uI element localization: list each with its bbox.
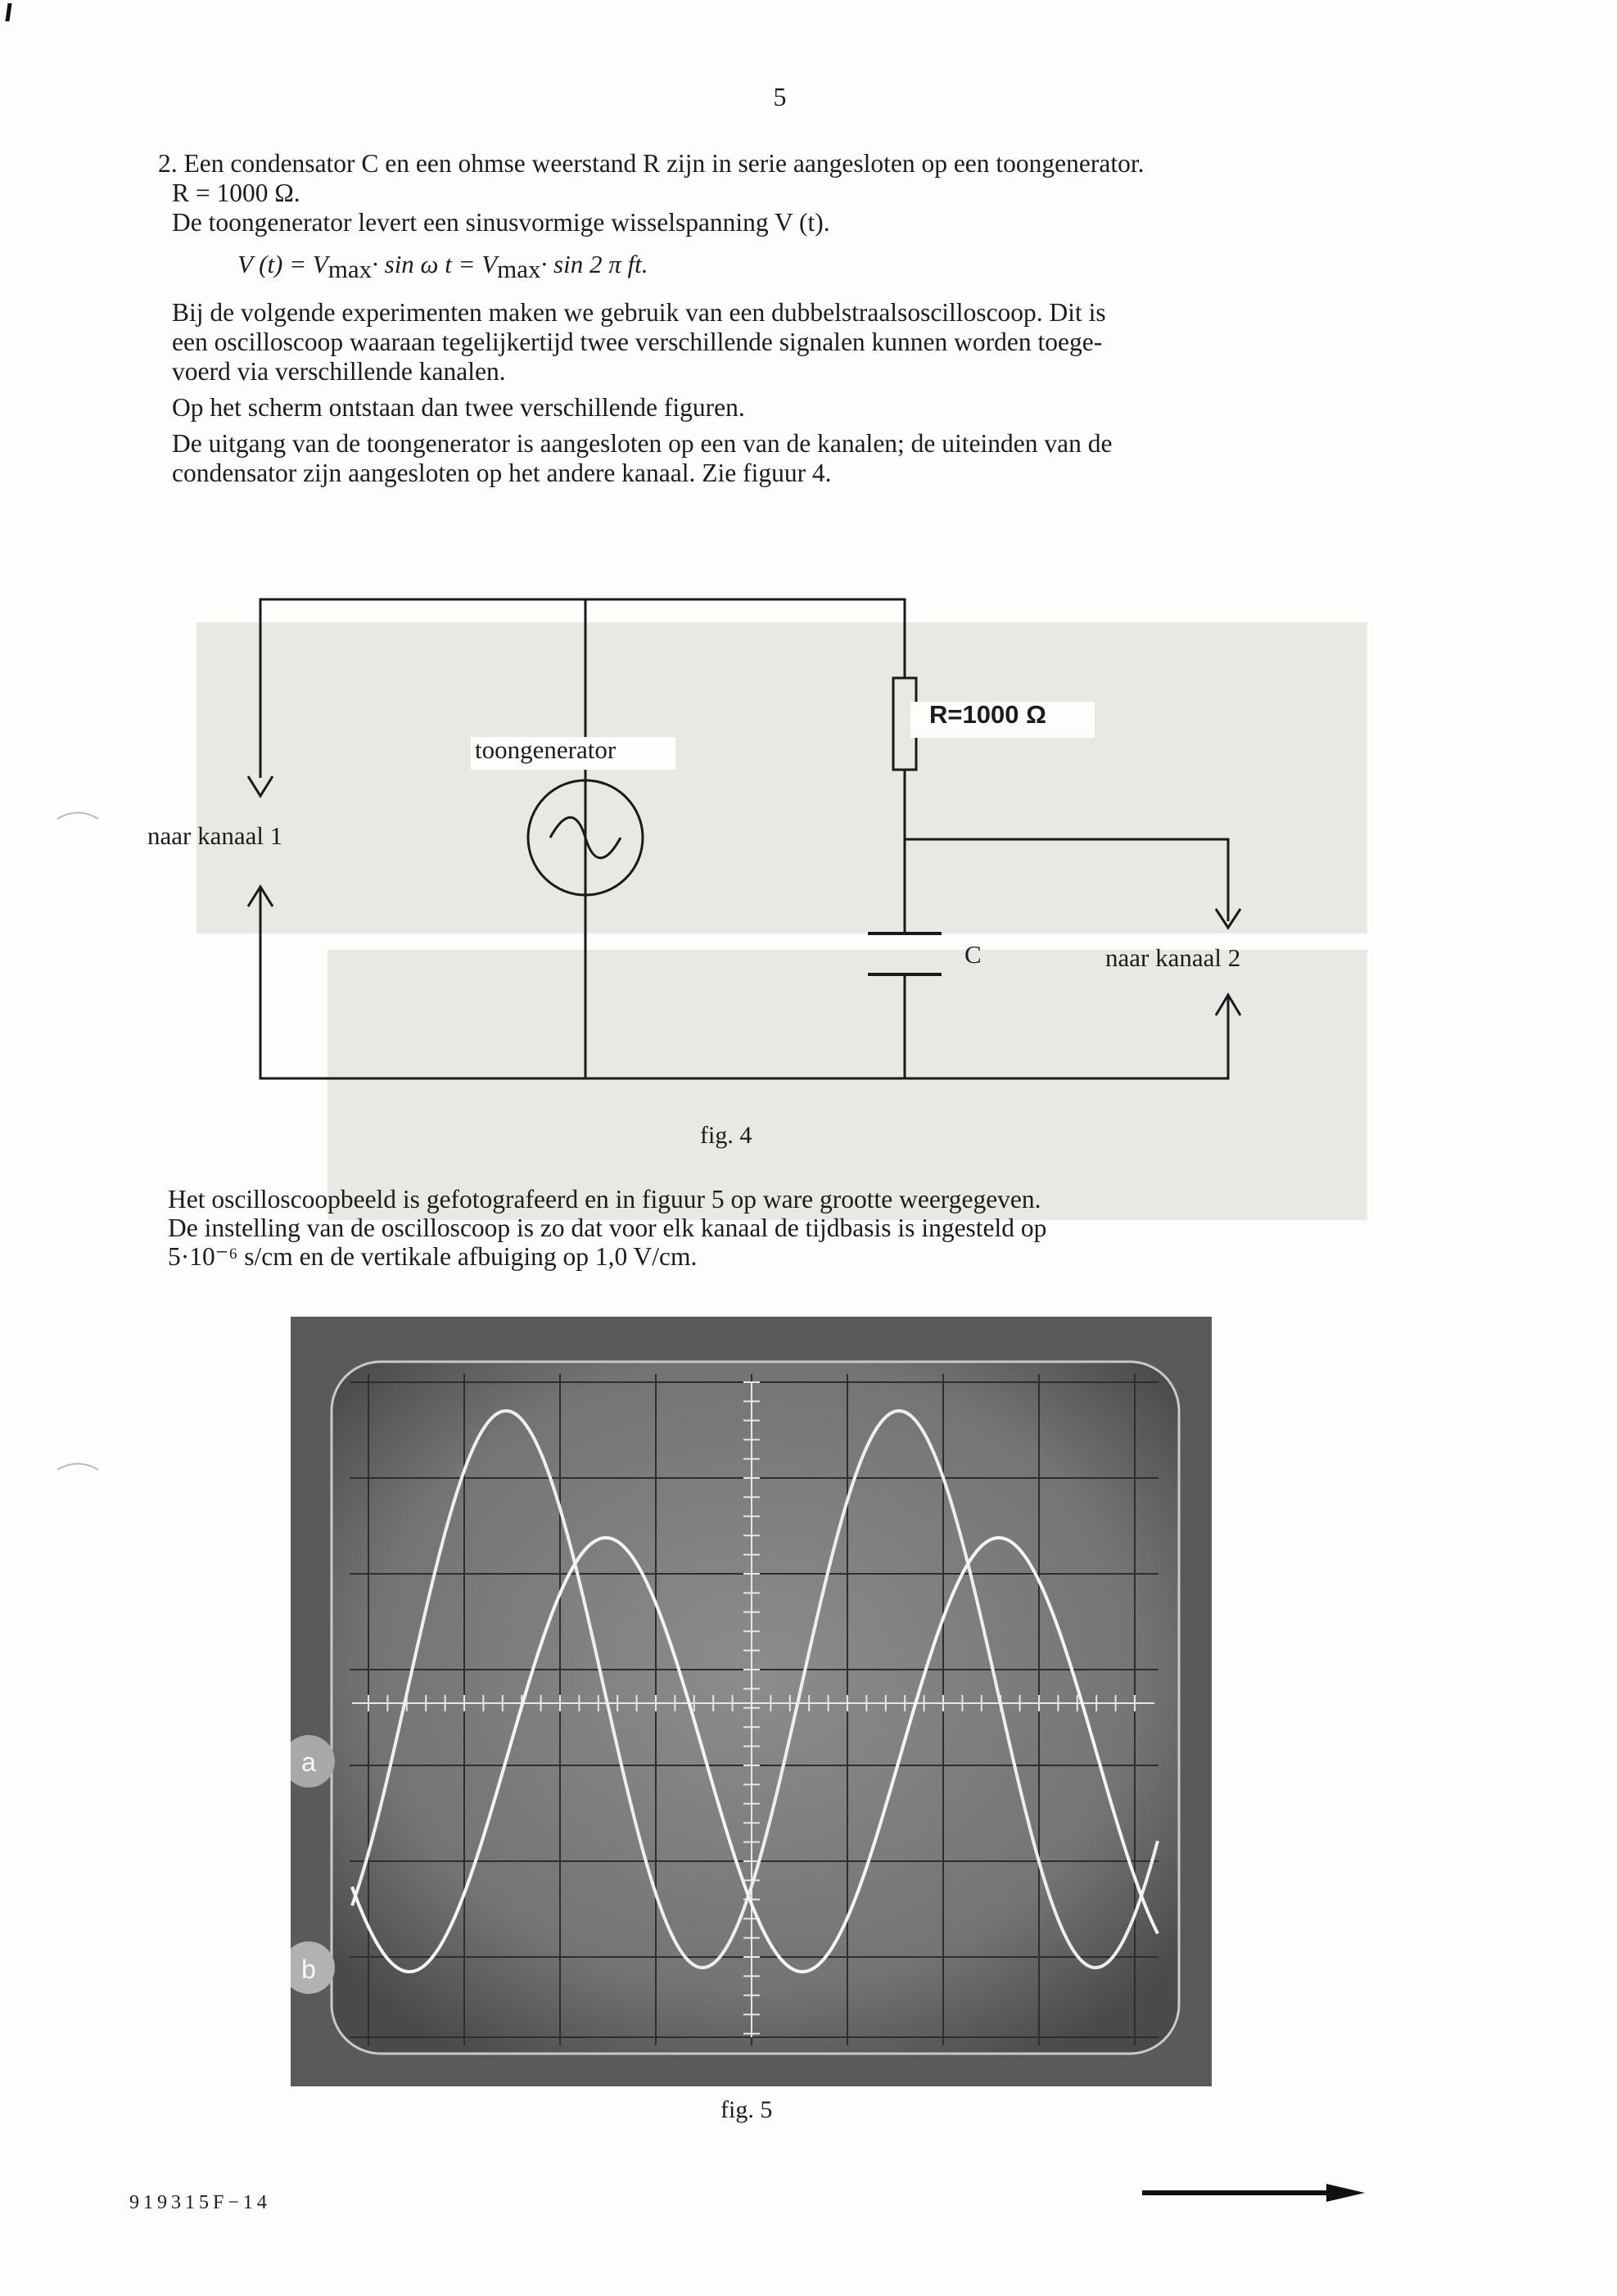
resistance-value: R = 1000 Ω. [172, 179, 300, 207]
formula-rhs: · sin 2 π ft. [540, 250, 648, 278]
trace-a-label: a [301, 1747, 316, 1777]
channel-2-label: naar kanaal 2 [1105, 943, 1241, 972]
scope-line-2: De instelling van de oscilloscoop is zo dat voor elk kanaal de tijdbasis is ingesteld op [168, 1214, 1047, 1242]
paragraph-line-1: Bij de volgende experimenten maken we gebruik van een dubbelstraalsoscilloscoop. Dit is [172, 298, 1106, 327]
page-number: 5 [773, 82, 787, 111]
document-code: 919315F−14 [129, 2192, 271, 2213]
paragraph-line-5: De uitgang van de toongenerator is aangesloten op een van de kanalen; de uiteinden van de [172, 429, 1113, 458]
figure-4-caption: fig. 4 [700, 1122, 752, 1149]
formula-mid: · sin ω t = V [372, 250, 498, 278]
scope-line-1: Het oscilloscoopbeeld is gefotografeerd en in figuur 5 op ware grootte weergegeven. [168, 1185, 1041, 1214]
formula-sub-1: max [327, 255, 373, 283]
paragraph-line-6: condensator zijn aangesloten op het andere kanaal. Zie figuur 4. [172, 459, 832, 487]
paragraph-line-4: Op het scherm ontstaan dan twee verschillende figuren. [172, 393, 745, 422]
channel-1-label: naar kanaal 1 [147, 821, 283, 850]
scope-line-3: 5·10⁻⁶ s/cm en de vertikale afbuiging op 1,0 V/cm. [168, 1242, 698, 1271]
formula-sub-2: max [497, 255, 541, 283]
figure-5-caption: fig. 5 [720, 2096, 773, 2123]
paragraph-line-3: voerd via verschillende kanalen. [172, 357, 506, 386]
oscilloscope-screen [291, 1317, 1212, 2086]
formula-lhs: V (t) = V [237, 250, 328, 278]
oscilloscope-paragraph [168, 1185, 1046, 1271]
question-line-1: 2. Een condensator C en een ohmse weerstand R zijn in serie aangesloten op een toongenerator. [158, 149, 1145, 178]
capacitor-label: C [964, 940, 982, 969]
resistor-label: R=1000 Ω [929, 700, 1046, 729]
generator-label: toongenerator [475, 735, 617, 764]
next-page-arrow-icon [1142, 2181, 1367, 2205]
question-line-3: De toongenerator levert een sinusvormige wisselspanning V (t). [172, 208, 830, 237]
trace-b-label: b [301, 1955, 316, 1984]
paragraph-line-2: een oscilloscoop waaraan tegelijkertijd twee verschillende signalen kunnen worden toege- [172, 328, 1103, 356]
